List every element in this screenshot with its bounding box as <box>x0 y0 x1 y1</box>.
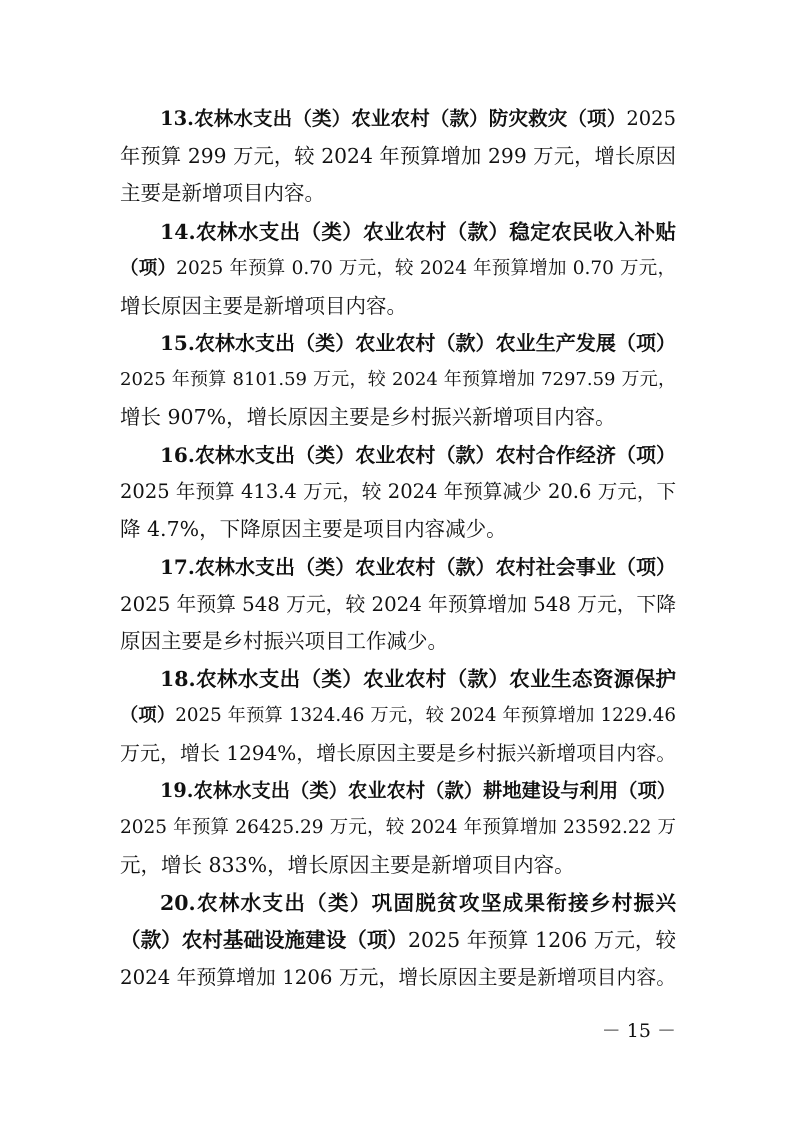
item-text: 元，增长 833%，增长原因主要是新增项目内容。 <box>120 853 575 877</box>
item-text: 年预算 299 万元，较 2024 年预算增加 299 万元，增长原因 <box>120 144 676 168</box>
item-text: 2025 年预算 8101.59 万元，较 2024 年预算增加 7297.59 万元， <box>120 369 676 390</box>
item-text: 增长 907%，增长原因主要是乡村振兴新增项目内容。 <box>120 405 616 429</box>
item-text: 2025 年预算 413.4 万元，较 2024 年预算减少 20.6 万元，下 <box>120 480 676 503</box>
item-heading: （款）农村基础设施建设（项） <box>120 928 408 952</box>
item-text: 2024 年预算增加 1206 万元，增长原因主要是新增项目内容。 <box>120 966 676 989</box>
item-text: 增长原因主要是新增项目内容。 <box>120 294 407 318</box>
paragraph-13-line-3 <box>120 175 676 211</box>
item-heading: 13.农林水支出（类）农业农村（款）防灾救灾（项） <box>160 107 627 130</box>
paragraph-17-line-1 <box>160 549 676 585</box>
paragraph-20-line-3 <box>120 959 676 995</box>
paragraph-13-line-1 <box>160 101 676 137</box>
item-text: 万元，增长 1294%，增长原因主要是乡村振兴新增项目内容。 <box>120 741 676 765</box>
item-heading: （项） <box>120 258 177 279</box>
item-text: 2025 年预算 548 万元，较 2024 年预算增加 548 万元，下降 <box>120 593 676 616</box>
item-text: 原因主要是乡村振兴项目工作减少。 <box>120 629 448 653</box>
paragraph-17-line-2 <box>120 586 676 622</box>
item-text: 2025 <box>626 107 676 130</box>
item-heading: 20.农林水支出（类）巩固脱贫攻坚成果衔接乡村振兴 <box>160 891 676 915</box>
paragraph-16-line-2 <box>120 474 676 510</box>
paragraph-19-line-3 <box>120 847 676 883</box>
item-heading: 17.农林水支出（类）农业农村（款）农村社会事业（项） <box>160 555 676 579</box>
paragraph-15-line-1 <box>160 325 676 361</box>
item-heading: 14.农林水支出（类）农业农村（款）稳定农民收入补贴 <box>160 220 676 244</box>
item-text: 2025 年预算 1206 万元，较 <box>407 928 676 952</box>
item-heading: （项） <box>120 705 176 726</box>
paragraph-18-line-1 <box>160 661 676 697</box>
paragraph-19-line-1 <box>160 773 676 809</box>
paragraph-14-line-3 <box>120 288 676 324</box>
paragraph-15-line-3 <box>120 399 676 435</box>
item-text: 2025 年预算 0.70 万元，较 2024 年预算增加 0.70 万元， <box>176 258 676 279</box>
paragraph-19-line-2 <box>120 810 676 846</box>
paragraph-18-line-2 <box>120 698 676 734</box>
item-heading: 19.农林水支出（类）农业农村（款）耕地建设与利用（项） <box>160 779 676 802</box>
item-text: 2025 年预算 1324.46 万元，较 2024 年预算增加 1229.46 <box>175 705 676 726</box>
item-text: 降 4.7%，下降原因主要是项目内容减少。 <box>120 517 507 541</box>
page-number: － 15 － <box>601 1020 676 1042</box>
paragraph-13-line-2 <box>120 138 676 174</box>
item-heading: 16.农林水支出（类）农业农村（款）农村合作经济（项） <box>160 443 676 467</box>
paragraph-16-line-3 <box>120 511 676 547</box>
paragraph-18-line-3 <box>120 735 676 771</box>
paragraph-14-line-1 <box>160 214 676 250</box>
item-heading: 18.农林水支出（类）农业农村（款）农业生态资源保护 <box>160 667 676 691</box>
item-text: 2025 年预算 26425.29 万元，较 2024 年预算增加 23592.22 万 <box>120 817 676 838</box>
item-heading: 15.农林水支出（类）农业农村（款）农业生产发展（项） <box>160 331 676 355</box>
paragraph-20-line-2 <box>120 922 676 958</box>
paragraph-16-line-1 <box>160 437 676 473</box>
paragraph-15-line-2 <box>120 362 676 398</box>
paragraph-20-line-1 <box>160 885 676 921</box>
paragraph-14-line-2 <box>120 251 676 287</box>
paragraph-17-line-3 <box>120 623 676 659</box>
item-text: 主要是新增项目内容。 <box>120 181 325 205</box>
